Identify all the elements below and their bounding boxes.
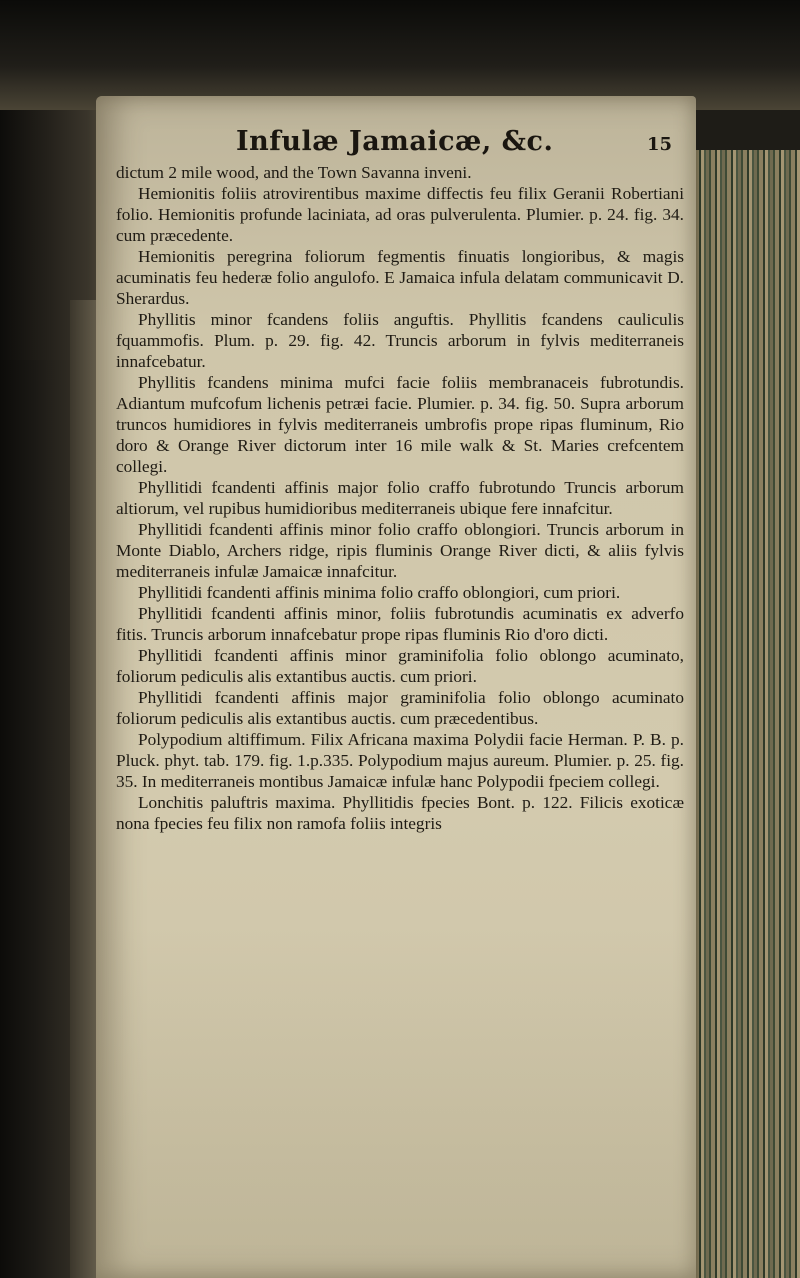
paragraph: Phyllitis minor fcandens foliis anguftis. Phyllitis fcandens cauliculis fquammofis. Plum. p. 29. fig. 42. Truncis arborum in fylvis mediterraneis innafcebatur. [116,310,684,371]
paragraph: Phyllitidi fcandenti affinis minor, foliis fubrotundis acuminatis ex adverfo fitis. Truncis arborum innafcebatur prope ripas fluminis Rio d'oro dicti. [116,604,684,644]
paragraph: Phyllitidi fcandenti affinis minor folio craffo oblongiori. Truncis arborum in Monte Diablo, Archers ridge, ripis fluminis Orange River dicti, & aliis fylvis mediterraneis infulæ Jamaicæ innafcitur. [116,520,684,581]
paragraph: dictum 2 mile wood, and the Town Savanna inveni. [116,163,472,182]
paragraph: Phyllitis fcandens minima mufci facie foliis membranaceis fubrotundis. Adiantum mufcofum lichenis petræi facie. Plumier. p. 34. fig. 50. Supra arborum truncos humidiores in fylvis mediterraneis umbrofis prope ripas fluminum, Rio doro & Orange River dictorum inter 16 mile walk & St. Maries crefcentem collegi. [116,373,684,476]
paragraph: Hemionitis foliis atrovirentibus maxime diffectis feu filix Geranii Robertiani folio. Hemionitis profunde laciniata, ad oras pulverulenta. Plumier. p. 24. fig. 34. cum præcedente. [116,184,684,245]
page-stack-edge [690,150,800,1278]
dark-background-top [0,0,800,110]
paragraph: Hemionitis peregrina foliorum fegmentis finuatis longioribus, & magis acuminatis feu hederæ folio angulofo. E Jamaica infula delatam communicavit D. Sherardus. [116,247,684,308]
paragraph: Phyllitidi fcandenti affinis minima folio craffo oblongiori, cum priori. [138,583,621,602]
body-text [116,162,684,834]
running-head-title: Infulæ Jamaicæ, &c. [236,126,554,157]
page-text-block [116,126,684,912]
paragraph: Phyllitidi fcandenti affinis major graminifolia folio oblongo acuminato foliorum pediculis alis extantibus auctis. cum præcedentibus. [116,688,684,728]
blank-lower-page [96,926,696,1278]
page-number: 15 [646,134,672,155]
left-binding-shadow [0,360,70,1278]
paragraph: Phyllitidi fcandenti affinis major folio craffo fubrotundo Truncis arborum altiorum, vel rupibus humidioribus mediterraneis ubique fere innafcitur. [116,478,684,518]
paragraph: Phyllitidi fcandenti affinis minor graminifolia folio oblongo acuminato, foliorum pediculis alis extantibus auctis. cum priori. [116,646,684,686]
paragraph: Polypodium altiffimum. Filix Africana maxima Polydii facie Herman. P. B. p. Pluck. phyt. tab. 179. fig. 1.p.335. Polypodium majus aureum. Plumier. p. 25. fig. 35. In mediterraneis montibus Jamaicæ infulæ hanc Polypodii fpeciem collegi. [116,730,684,791]
paragraph: Lonchitis paluftris maxima. Phyllitidis fpecies Bont. p. 122. Filicis exoticæ nona fpecies feu filix non ramofa foliis integris [116,793,684,833]
running-head [116,126,684,162]
book-page [96,96,696,1278]
